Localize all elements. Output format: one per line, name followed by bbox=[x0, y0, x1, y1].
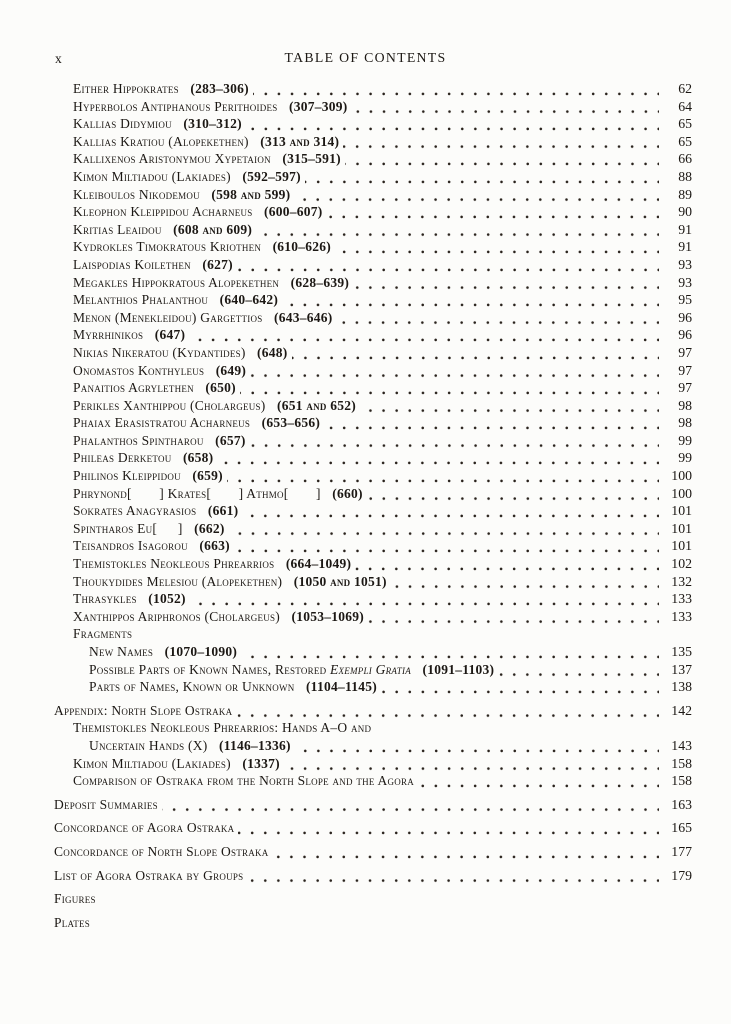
entry-catalog-numbers: (1091–1103) bbox=[422, 661, 495, 677]
toc-entry bbox=[73, 291, 692, 309]
dot-leader bbox=[391, 573, 659, 591]
entry-title-text: Uncertain Hands (X) bbox=[89, 737, 208, 753]
entry-page-number: 99 bbox=[678, 450, 692, 466]
toc-entry bbox=[54, 843, 692, 861]
entry-title bbox=[73, 309, 332, 327]
entry-title bbox=[73, 625, 132, 643]
dot-leader bbox=[292, 344, 659, 362]
entry-catalog-numbers: (1070–1090) bbox=[164, 644, 238, 659]
entry-title bbox=[73, 80, 249, 98]
entry-title-text: Phileas Derketou bbox=[73, 450, 172, 466]
entry-catalog-numbers: (608 and 609) bbox=[173, 221, 253, 237]
dot-leader bbox=[324, 414, 659, 432]
entry-title bbox=[89, 643, 237, 661]
toc-entry bbox=[73, 719, 692, 737]
toc-entry bbox=[73, 449, 692, 467]
entry-catalog-numbers: (592–597) bbox=[242, 168, 301, 184]
dot-leader bbox=[282, 291, 659, 309]
toc-entry bbox=[73, 467, 692, 485]
entry-title-text: List of Agora Ostraka by Groups bbox=[54, 867, 244, 883]
entry-catalog-numbers: (658) bbox=[182, 450, 214, 466]
toc-entry bbox=[73, 98, 692, 116]
entry-title-text: Possible Parts of Known Names, Restored bbox=[89, 661, 330, 677]
dot-leader bbox=[234, 537, 659, 555]
entry-catalog-numbers: (1052) bbox=[148, 591, 186, 607]
dot-leader bbox=[335, 238, 659, 256]
entry-title bbox=[89, 737, 291, 755]
entry-title bbox=[89, 661, 494, 679]
entry-catalog-numbers: (1053–1069) bbox=[291, 608, 364, 624]
entry-catalog-numbers: (1146–1336) bbox=[218, 737, 291, 753]
entry-catalog-numbers: (283–306) bbox=[190, 81, 249, 96]
entry-title bbox=[73, 502, 238, 520]
entry-catalog-numbers: (651 and 652) bbox=[276, 397, 356, 413]
entry-title-italic: Exempli Gratia bbox=[329, 661, 411, 677]
entry-title bbox=[73, 238, 331, 256]
page-header bbox=[0, 50, 731, 68]
entry-catalog-numbers: (649) bbox=[215, 362, 247, 378]
entry-title-text: Phaiax Erasistratou Acharneus bbox=[73, 415, 251, 431]
entry-title bbox=[73, 168, 301, 186]
toc-entry bbox=[73, 520, 692, 538]
entry-page-number: 91 bbox=[678, 239, 692, 255]
entry-title-text: Kimon Miltiadou (Lakiades) bbox=[73, 168, 231, 184]
entry-catalog-numbers: (643–646) bbox=[273, 309, 333, 325]
toc-entry bbox=[73, 414, 692, 432]
entry-page-number: 100 bbox=[671, 485, 692, 501]
toc-entry bbox=[73, 326, 692, 344]
entry-page-number: 132 bbox=[671, 573, 692, 589]
entry-title-text: Sokrates Anagyrasios bbox=[73, 503, 197, 519]
entry-title-text: Menon (Menekleidou) Gargettios bbox=[73, 309, 263, 325]
entry-title-text: Kleophon Kleippidou Acharneus bbox=[73, 204, 253, 220]
entry-catalog-numbers: (648) bbox=[257, 344, 288, 360]
toc-entry bbox=[73, 755, 692, 773]
dot-leader bbox=[272, 843, 659, 861]
toc-entry bbox=[54, 819, 692, 837]
dot-leader bbox=[345, 150, 659, 168]
dot-leader bbox=[367, 485, 659, 503]
entry-title bbox=[73, 115, 242, 133]
entry-title-text: Philinos Kleippidou bbox=[73, 468, 181, 484]
entry-catalog-numbers: (653–656) bbox=[261, 415, 321, 431]
entry-title bbox=[73, 537, 230, 555]
entry-title bbox=[73, 414, 320, 432]
entry-title-text: Onomastos Konthyleus bbox=[73, 362, 205, 378]
entry-catalog-numbers: (1104–1145) bbox=[305, 679, 377, 695]
dot-leader bbox=[162, 796, 659, 814]
entry-page-number: 98 bbox=[678, 397, 692, 413]
entry-page-number: 101 bbox=[671, 520, 692, 536]
entry-catalog-numbers: (598 and 599) bbox=[211, 186, 291, 202]
entry-title bbox=[73, 755, 280, 773]
entry-page-number: 163 bbox=[671, 796, 692, 812]
toc-list bbox=[54, 80, 692, 931]
entry-title-text: Teisandros Isagorou bbox=[73, 538, 188, 554]
entry-catalog-numbers: (310–312) bbox=[183, 116, 242, 132]
entry-title-text: Kallias Didymiou bbox=[73, 116, 172, 132]
entry-title-text: Panaitios Agrylethen bbox=[73, 380, 194, 396]
entry-title-text: Kritias Leaidou bbox=[73, 221, 162, 237]
toc-entry bbox=[73, 772, 692, 790]
entry-page-number: 158 bbox=[671, 755, 692, 771]
entry-page-number: 96 bbox=[678, 309, 692, 325]
entry-title bbox=[73, 326, 185, 344]
toc-entry bbox=[73, 625, 692, 643]
dot-leader bbox=[240, 379, 659, 397]
entry-title bbox=[73, 608, 364, 626]
toc-entry bbox=[54, 890, 692, 908]
entry-page-number: 91 bbox=[678, 221, 692, 237]
entry-title bbox=[73, 432, 246, 450]
entry-catalog-numbers: (662) bbox=[194, 520, 225, 536]
dot-leader bbox=[381, 678, 659, 696]
entry-page-number: 177 bbox=[671, 843, 692, 859]
entry-title-text: Fragments bbox=[73, 626, 133, 642]
toc-entry bbox=[73, 221, 692, 239]
entry-title-text: Kydrokles Timokratous Kriothen bbox=[73, 239, 262, 255]
toc-entry bbox=[54, 702, 692, 720]
entry-title-text: Thrasykles bbox=[73, 591, 137, 607]
entry-title bbox=[73, 590, 186, 608]
entry-page-number: 97 bbox=[678, 344, 692, 360]
dot-leader bbox=[305, 168, 659, 186]
toc-entry bbox=[73, 432, 692, 450]
entry-page-number: 88 bbox=[678, 168, 692, 184]
dot-leader bbox=[294, 186, 659, 204]
dot-leader bbox=[190, 590, 659, 608]
toc-entry bbox=[73, 133, 692, 151]
entry-title-text: Melanthios Phalanthou bbox=[73, 292, 209, 308]
entry-title bbox=[54, 819, 234, 837]
entry-catalog-numbers: (640–642) bbox=[219, 292, 279, 308]
entry-title bbox=[73, 520, 225, 538]
entry-title-text: Themistokles Neokleous Phrearrios bbox=[73, 556, 275, 572]
entry-title bbox=[73, 186, 290, 204]
entry-page-number: 65 bbox=[678, 116, 692, 132]
entry-page-number: 93 bbox=[678, 274, 692, 290]
dot-leader bbox=[326, 203, 659, 221]
entry-title bbox=[73, 719, 371, 737]
entry-title bbox=[73, 362, 246, 380]
dot-leader bbox=[229, 520, 659, 538]
dot-leader bbox=[256, 221, 659, 239]
entry-catalog-numbers: (307–309) bbox=[289, 98, 348, 114]
entry-title bbox=[54, 914, 90, 932]
toc-entry bbox=[73, 344, 692, 362]
toc-entry bbox=[54, 867, 692, 885]
dot-leader bbox=[250, 432, 659, 450]
entry-page-number: 62 bbox=[678, 81, 692, 96]
entry-title-text: Plates bbox=[54, 914, 91, 930]
entry-title-text: Xanthippos Ariphronos (Cholargeus) bbox=[73, 608, 281, 624]
toc-entry bbox=[89, 643, 692, 661]
entry-title bbox=[73, 485, 363, 503]
dot-leader bbox=[246, 115, 659, 133]
toc-entry bbox=[73, 256, 692, 274]
entry-title-text: Kimon Miltiadou (Lakiades) bbox=[73, 755, 231, 771]
entry-catalog-numbers: (660) bbox=[332, 485, 363, 501]
entry-title bbox=[54, 702, 232, 720]
entry-page-number: 65 bbox=[678, 133, 692, 149]
entry-title-text: Phrynond[ ] Krates[ ] Athmo[ ] bbox=[73, 485, 321, 501]
entry-title-text: Laispodias Koilethen bbox=[73, 256, 191, 272]
dot-leader bbox=[253, 80, 659, 98]
dot-leader bbox=[360, 397, 659, 415]
entry-title bbox=[73, 344, 288, 362]
entry-catalog-numbers: (610–626) bbox=[272, 239, 332, 255]
entry-page-number: 101 bbox=[671, 503, 692, 519]
toc-entry bbox=[73, 608, 692, 626]
entry-page-number: 96 bbox=[678, 327, 692, 343]
entry-page-number: 99 bbox=[678, 432, 692, 448]
toc-entry bbox=[54, 914, 692, 932]
page-title: TABLE OF CONTENTS bbox=[284, 50, 447, 65]
entry-catalog-numbers: (628–639) bbox=[290, 274, 350, 290]
dot-leader bbox=[355, 555, 659, 573]
entry-page-number: 143 bbox=[671, 737, 692, 753]
entry-title bbox=[73, 133, 339, 151]
entry-page-number: 133 bbox=[671, 591, 692, 607]
toc-entry bbox=[73, 168, 692, 186]
toc-entry bbox=[73, 590, 692, 608]
entry-title-text: Figures bbox=[54, 891, 96, 907]
entry-page-number: 64 bbox=[678, 98, 692, 114]
entry-title-text: Phalanthos Spintharou bbox=[73, 432, 204, 448]
toc-entry bbox=[73, 186, 692, 204]
entry-page-number: 138 bbox=[671, 679, 692, 695]
entry-page-number: 137 bbox=[671, 661, 692, 677]
entry-title-text: Megakles Hippokratous Alopekethen bbox=[73, 274, 280, 290]
toc-entry bbox=[73, 502, 692, 520]
entry-page-number: 179 bbox=[671, 867, 692, 883]
toc-entry bbox=[73, 150, 692, 168]
entry-title-text: Concordance of North Slope Ostraka bbox=[54, 843, 269, 859]
entry-title-text: Kallias Kratiou (Alopekethen) bbox=[73, 133, 249, 149]
entry-title bbox=[73, 291, 278, 309]
dot-leader bbox=[418, 772, 659, 790]
dot-leader bbox=[295, 737, 659, 755]
entry-page-number: 102 bbox=[671, 556, 692, 572]
entry-catalog-numbers: (315–591) bbox=[282, 151, 341, 167]
entry-catalog-numbers: (650) bbox=[205, 380, 236, 396]
dot-leader bbox=[236, 702, 659, 720]
toc-entry bbox=[73, 309, 692, 327]
toc-entry bbox=[73, 537, 692, 555]
toc-entry bbox=[73, 379, 692, 397]
entry-title-text: Kallixenos Aristonymou Xypetaion bbox=[73, 151, 271, 167]
toc-entry bbox=[89, 661, 692, 679]
toc-entry bbox=[73, 573, 692, 591]
entry-page-number: 90 bbox=[678, 204, 692, 220]
entry-page-number: 89 bbox=[678, 186, 692, 202]
entry-page-number: 165 bbox=[671, 820, 692, 836]
dot-leader bbox=[343, 133, 659, 151]
entry-title-text: Deposit Summaries bbox=[54, 796, 158, 812]
dot-leader bbox=[336, 309, 659, 327]
entry-title bbox=[73, 467, 223, 485]
entry-catalog-numbers: (661) bbox=[207, 503, 239, 519]
entry-title bbox=[73, 256, 233, 274]
entry-catalog-numbers: (313 and 314) bbox=[260, 133, 340, 149]
entry-page-number: 97 bbox=[678, 380, 692, 396]
dot-leader bbox=[247, 867, 659, 885]
entry-title bbox=[73, 397, 356, 415]
entry-catalog-numbers: (659) bbox=[192, 468, 223, 484]
entry-title bbox=[73, 449, 213, 467]
dot-leader bbox=[227, 467, 659, 485]
entry-page-number: 142 bbox=[671, 702, 692, 718]
entry-title bbox=[73, 98, 348, 116]
entry-page-number: 101 bbox=[671, 538, 692, 554]
entry-title-text: Hyperbolos Antiphanous Perithoides bbox=[73, 98, 278, 114]
entry-title-text: Comparison of Ostraka from the North Slope and the Agora bbox=[73, 773, 415, 789]
dot-leader bbox=[237, 256, 659, 274]
entry-title-text: Appendix: North Slope Ostraka bbox=[54, 702, 233, 718]
entry-page-number: 97 bbox=[678, 362, 692, 378]
dot-leader bbox=[189, 326, 659, 344]
toc-entry bbox=[73, 115, 692, 133]
entry-title bbox=[54, 890, 96, 908]
entry-page-number: 95 bbox=[678, 292, 692, 308]
dot-leader bbox=[242, 502, 659, 520]
toc-entry bbox=[89, 737, 692, 755]
entry-title bbox=[54, 796, 158, 814]
entry-title bbox=[54, 843, 268, 861]
entry-title-text: New Names bbox=[89, 644, 154, 659]
folio-number: x bbox=[55, 51, 62, 66]
dot-leader bbox=[284, 755, 659, 773]
dot-leader bbox=[352, 98, 660, 116]
entry-title bbox=[73, 150, 341, 168]
entry-title-text: Perikles Xanthippou (Cholargeus) bbox=[73, 397, 266, 413]
entry-catalog-numbers: (663) bbox=[199, 538, 230, 554]
entry-title-text: Parts of Names, Known or Unknown bbox=[89, 679, 295, 695]
dot-leader bbox=[368, 608, 659, 626]
toc-entry bbox=[89, 678, 692, 696]
entry-page-number: 133 bbox=[671, 608, 692, 624]
toc-entry bbox=[73, 362, 692, 380]
entry-catalog-numbers: (657) bbox=[215, 432, 246, 448]
entry-title bbox=[73, 772, 414, 790]
dot-leader bbox=[250, 362, 659, 380]
entry-title-text: Concordance of Agora Ostraka bbox=[54, 820, 235, 836]
entry-page-number: 66 bbox=[678, 151, 692, 167]
entry-catalog-numbers: (600–607) bbox=[263, 204, 323, 220]
entry-title bbox=[73, 379, 236, 397]
entry-catalog-numbers: (627) bbox=[202, 256, 233, 272]
entry-title bbox=[89, 678, 377, 696]
entry-title-text: Myrrhinikos bbox=[73, 327, 144, 343]
entry-catalog-numbers: (647) bbox=[154, 327, 186, 343]
entry-page-number: 158 bbox=[671, 773, 692, 789]
entry-title-text: Nikias Nikeratou (Kydantides) bbox=[73, 344, 246, 360]
entry-catalog-numbers: (1050 and 1051) bbox=[293, 573, 387, 589]
toc-entry bbox=[73, 80, 692, 98]
entry-title-text: Spintharos Eu[ ] bbox=[73, 520, 183, 536]
toc-entry bbox=[73, 397, 692, 415]
toc-entry bbox=[54, 796, 692, 814]
dot-leader bbox=[217, 449, 659, 467]
entry-page-number: 135 bbox=[671, 644, 692, 659]
entry-title bbox=[54, 867, 243, 885]
entry-catalog-numbers: (664–1049) bbox=[285, 556, 352, 572]
entry-title bbox=[73, 573, 387, 591]
entry-title-text: Either Hippokrates bbox=[73, 81, 179, 96]
entry-title-text: Themistokles Neokleous Phrearrios: Hands A–O and bbox=[73, 720, 372, 736]
entry-title bbox=[73, 203, 322, 221]
toc-entry bbox=[73, 203, 692, 221]
entry-page-number: 93 bbox=[678, 256, 692, 272]
entry-title bbox=[73, 221, 252, 239]
dot-leader bbox=[241, 643, 659, 661]
toc-entry bbox=[73, 238, 692, 256]
toc-entry bbox=[73, 485, 692, 503]
dot-leader bbox=[238, 819, 659, 837]
entry-title bbox=[73, 555, 351, 573]
entry-title bbox=[73, 274, 349, 292]
entry-page-number: 98 bbox=[678, 415, 692, 431]
entry-catalog-numbers: (1337) bbox=[242, 755, 280, 771]
dot-leader bbox=[498, 661, 659, 679]
entry-title-text: Thoukydides Melesiou (Alopekethen) bbox=[73, 573, 283, 589]
entry-title-text: Kleiboulos Nikodemou bbox=[73, 186, 200, 202]
toc-entry bbox=[73, 555, 692, 573]
toc-entry bbox=[73, 274, 692, 292]
entry-page-number: 100 bbox=[671, 468, 692, 484]
dot-leader bbox=[353, 274, 659, 292]
